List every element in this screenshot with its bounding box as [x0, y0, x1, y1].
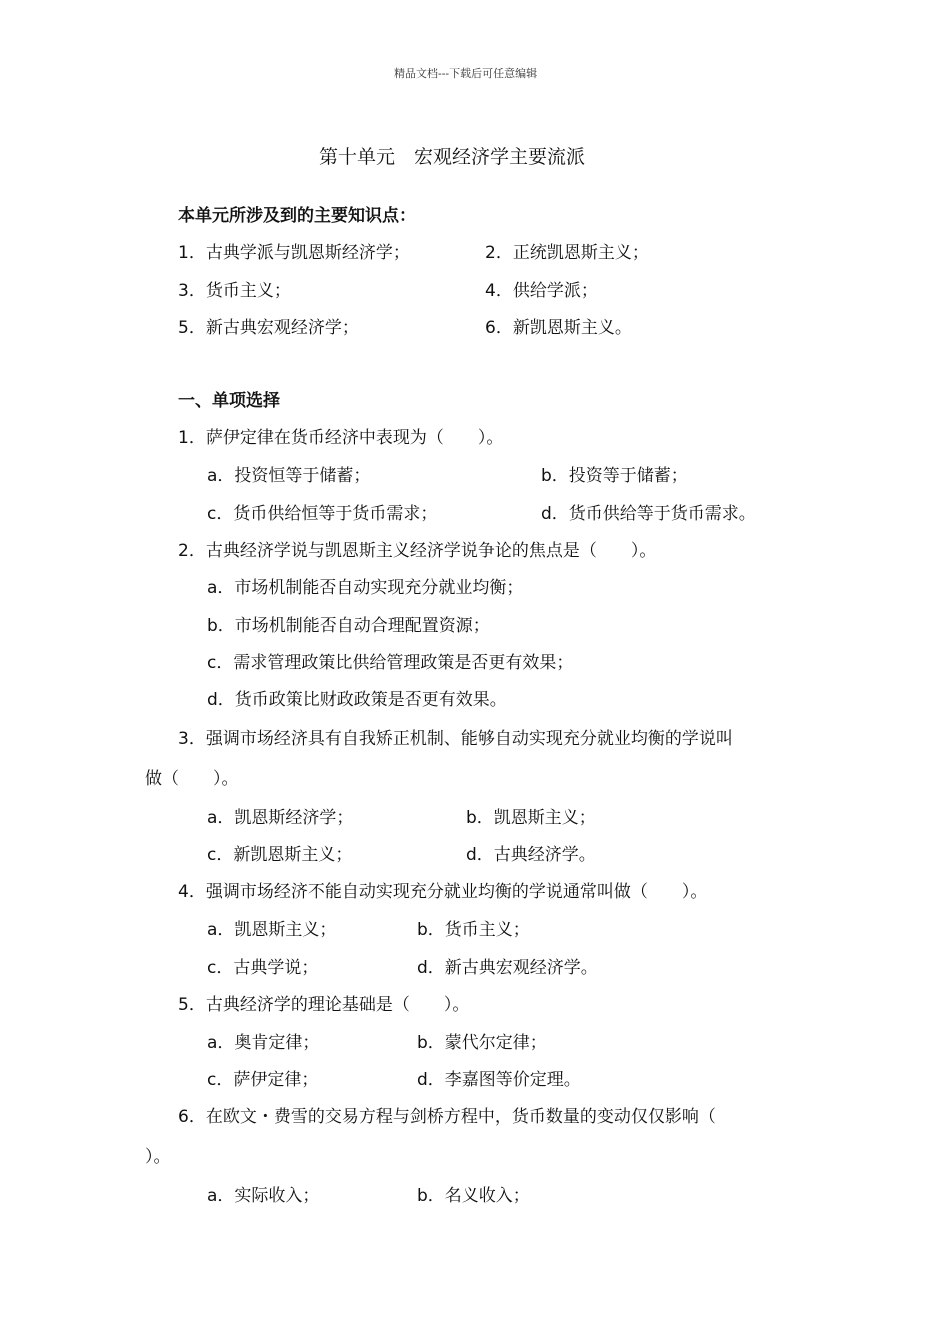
knowledge-item: 5．新古典宏观经济学； — [178, 318, 359, 338]
option: c．新凯恩斯主义； — [207, 845, 353, 865]
option: a．市场机制能否自动实现充分就业均衡； — [207, 578, 524, 598]
option: a．凯恩斯主义； — [207, 920, 337, 940]
question-stem: 5．古典经济学的理论基础是（ ）。 — [178, 995, 470, 1015]
option: b．投资等于储蓄； — [541, 466, 688, 486]
option: c．需求管理政策比供给管理政策是否更有效果； — [207, 653, 574, 673]
question-stem: 2．古典经济学说与凯恩斯主义经济学说争论的焦点是（ ）。 — [178, 541, 657, 561]
question-stem-continuation: ）。 — [145, 1147, 171, 1167]
knowledge-item: 2．正统凯恩斯主义； — [485, 243, 649, 263]
option: b．名义收入； — [417, 1186, 530, 1206]
knowledge-item: 6．新凯恩斯主义。 — [485, 318, 632, 338]
knowledge-item: 3．货币主义； — [178, 281, 291, 301]
page-title: 第十单元 宏观经济学主要流派 — [319, 146, 586, 168]
option: d．货币供给等于货币需求。 — [541, 504, 756, 524]
option: b．蒙代尔定律； — [417, 1033, 547, 1053]
option: b．凯恩斯主义； — [466, 808, 596, 828]
option: d．李嘉图等价定理。 — [417, 1070, 581, 1090]
option: d．新古典宏观经济学。 — [417, 958, 598, 978]
option: c．古典学说； — [207, 958, 319, 978]
option: c．萨伊定律； — [207, 1070, 319, 1090]
option: a．奥肯定律； — [207, 1033, 320, 1053]
option: a．实际收入； — [207, 1186, 320, 1206]
option: b．货币主义； — [417, 920, 530, 940]
page-header: 精品文档---下载后可任意编辑 — [394, 67, 538, 80]
section-heading: 一、单项选择 — [178, 391, 280, 411]
question-stem: 1．萨伊定律在货币经济中表现为（ ）。 — [178, 428, 504, 448]
option: a．凯恩斯经济学； — [207, 808, 354, 828]
knowledge-item: 4．供给学派； — [485, 281, 598, 301]
question-stem: 4．强调市场经济不能自动实现充分就业均衡的学说通常叫做（ ）。 — [178, 882, 708, 902]
question-stem: 6．在欧文・费雪的交易方程与剑桥方程中，货币数量的变动仅仅影响（ — [178, 1107, 716, 1127]
question-stem: 3．强调市场经济具有自我矫正机制、能够自动实现充分就业均衡的学说叫 — [178, 729, 733, 749]
knowledge-item: 1．古典学派与凯恩斯经济学； — [178, 243, 410, 263]
question-stem-continuation: 做（ ）。 — [145, 769, 239, 789]
option: c．货币供给恒等于货币需求； — [207, 504, 438, 524]
option: d．古典经济学。 — [466, 845, 596, 865]
option: d．货币政策比财政政策是否更有效果。 — [207, 690, 507, 710]
option: a．投资恒等于储蓄； — [207, 466, 371, 486]
option: b．市场机制能否自动合理配置资源； — [207, 616, 490, 636]
knowledge-heading: 本单元所涉及到的主要知识点： — [178, 206, 416, 226]
